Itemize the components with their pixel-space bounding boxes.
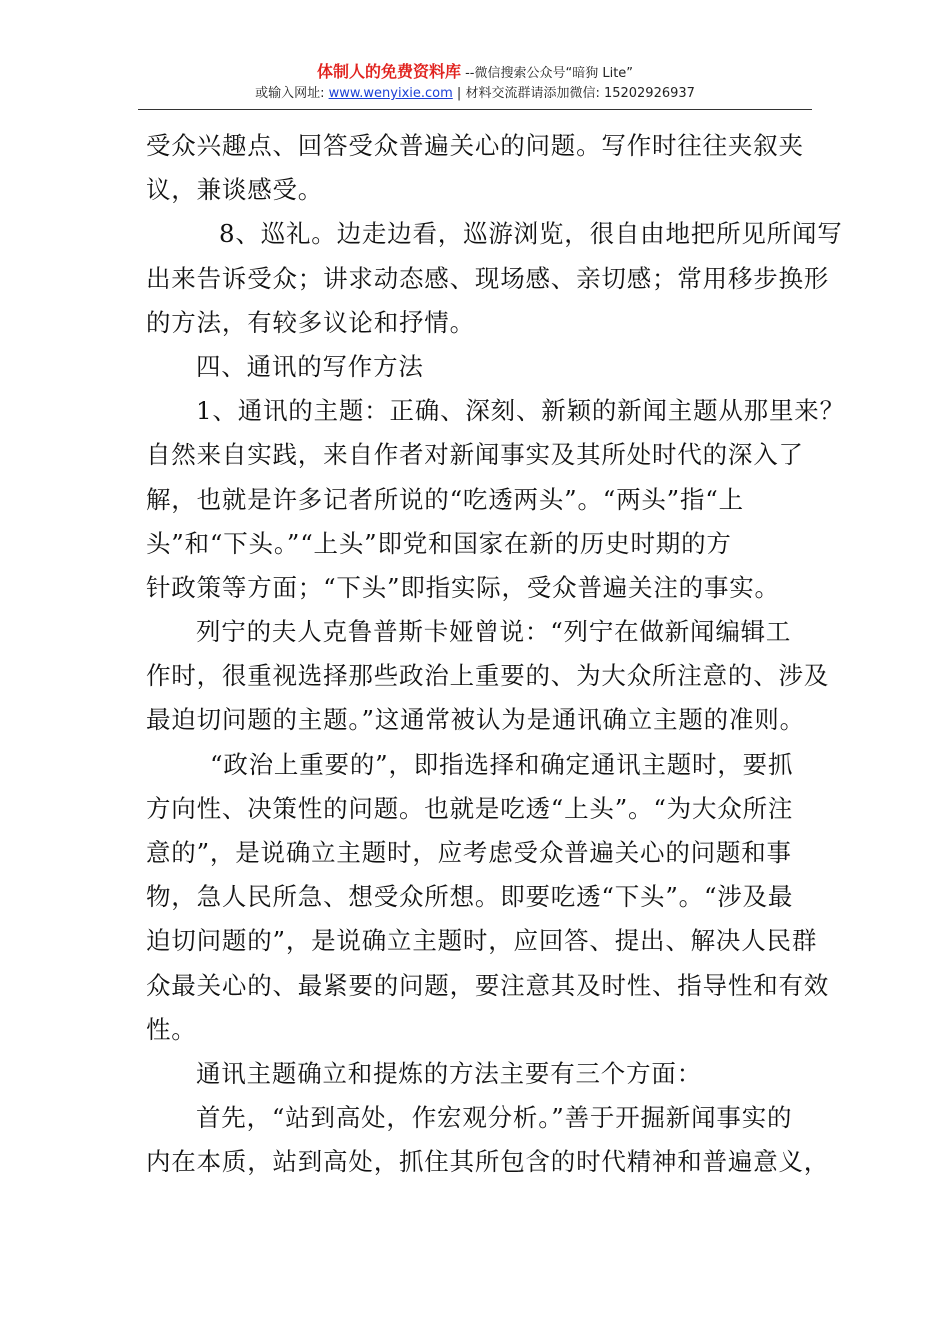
header-tagline: --微信搜索公众号“暗狗 Lite” [460, 66, 634, 81]
text-line: 针政策等方面；“下头”即指实际，受众普遍关注的事实。 [146, 572, 780, 602]
text-line: 性。 [146, 1014, 197, 1044]
text-line: 议，兼谈感受。 [146, 175, 324, 205]
text-line: 的方法，有较多议论和抒情。 [146, 307, 475, 337]
text-line: “政治上重要的”，即指选择和确定通讯主题时，要抓 [210, 749, 794, 779]
text-line: 列宁的夫人克鲁普斯卡娅曾说：“列宁在做新闻编辑工 [196, 617, 792, 647]
text-line: 通讯主题确立和提炼的方法主要有三个方面： [196, 1058, 702, 1088]
header-brand: 体制人的免费资料库 [316, 62, 461, 81]
section-heading: 四、通讯的写作方法 [196, 351, 424, 381]
text-line: 作时，很重视选择那些政治上重要的、为大众所注意的、涉及 [146, 661, 830, 691]
text-line: 自然来自实践，来自作者对新闻事实及其所处时代的深入了 [146, 440, 804, 470]
text-line: 物，急人民所急、想受众所想。即要吃透“下头”。“涉及最 [146, 882, 794, 912]
text-line: 1、通讯的主题：正确、深刻、新颖的新闻主题从那里来？ [196, 396, 845, 426]
text-line: 众最关心的、最紧要的问题，要注意其及时性、指导性和有效 [146, 970, 830, 1000]
text-line: 解，也就是许多记者所说的“吃透两头”。“两头”指“上 [146, 484, 744, 514]
header-url-link[interactable]: www.wenyixie.com [328, 86, 453, 101]
header-divider [138, 109, 812, 110]
page-header [0, 62, 950, 103]
header-contact: | 材料交流群请添加微信: 15202926937 [452, 86, 695, 101]
text-line: 最迫切问题的主题。”这通常被认为是通讯确立主题的准则。 [146, 705, 805, 735]
header-line-2 [0, 85, 950, 103]
text-line: 受众兴趣点、回答受众普遍关心的问题。写作时往往夹叙夹 [146, 131, 804, 160]
header-line-1 [0, 62, 950, 84]
document-body [146, 124, 845, 1185]
text-line: 内在本质，站到高处，抓住其所包含的时代精神和普遍意义， [146, 1147, 830, 1177]
text-line: 8、巡礼。边走边看，巡游浏览，很自由地把所见所闻写 [219, 219, 843, 249]
header-url-prefix: 或输入网址: [255, 86, 329, 101]
text-line: 头”和“下头。”“上头”即党和国家在新的历史时期的方 [146, 528, 732, 558]
text-line: 出来告诉受众；讲求动态感、现场感、亲切感；常用移步换形 [146, 263, 830, 293]
text-line: 意的”，是说确立主题时，应考虑受众普遍关心的问题和事 [146, 838, 792, 867]
text-line: 方向性、决策性的问题。也就是吃透“上头”。“为大众所注 [146, 793, 794, 823]
text-line: 迫切问题的”，是说确立主题时，应回答、提出、解决人民群 [146, 926, 818, 956]
text-line: 首先，“站到高处，作宏观分析。”善于开掘新闻事实的 [196, 1103, 793, 1133]
